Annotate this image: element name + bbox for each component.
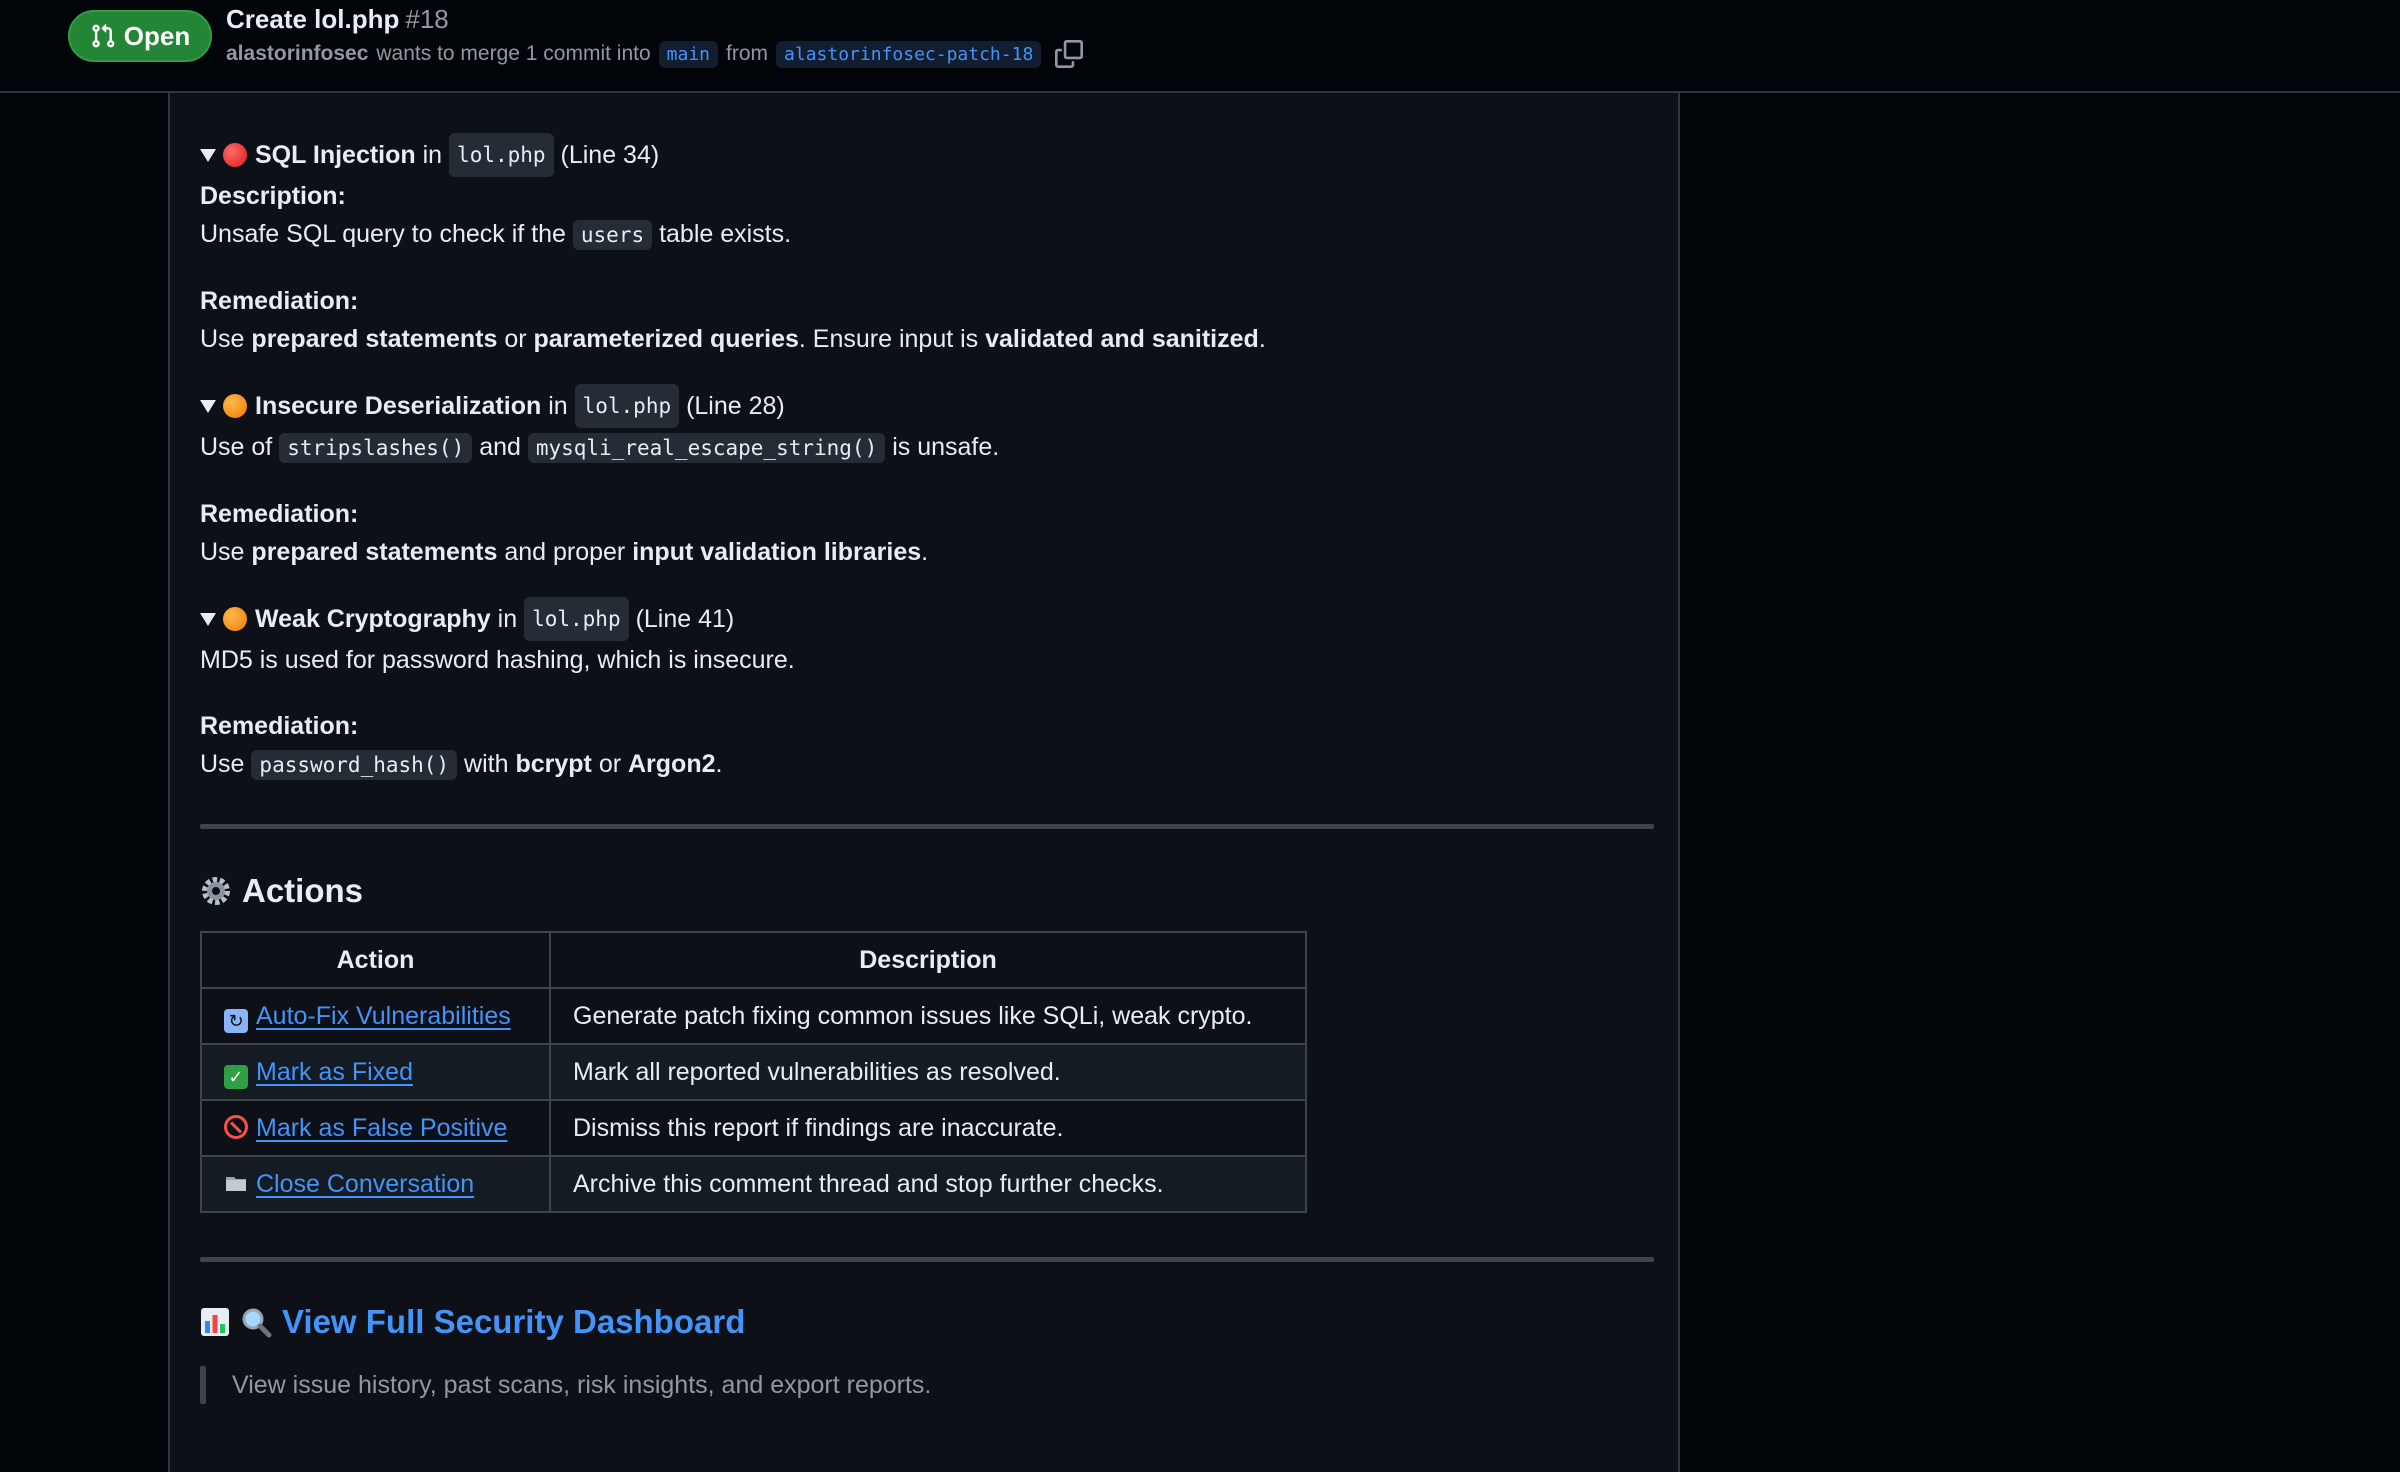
comment-body bbox=[200, 133, 1654, 1404]
git-pull-request-icon bbox=[90, 23, 116, 49]
comment-body-column bbox=[168, 93, 1680, 1472]
dashboard-blockquote bbox=[200, 1366, 1654, 1404]
copy-icon[interactable] bbox=[1055, 40, 1083, 68]
finding-description: Use of stripslashes() and mysqli_real_escape_string() is unsafe. bbox=[200, 433, 1000, 461]
finding-name: SQL Injection bbox=[255, 141, 416, 169]
table-header-description: Description bbox=[550, 932, 1306, 988]
remediation-label: Remediation: bbox=[200, 287, 359, 315]
refresh-icon: ↻ bbox=[224, 1009, 248, 1033]
finding-name: Weak Cryptography bbox=[255, 605, 491, 633]
inline-code: stripslashes() bbox=[279, 433, 472, 463]
actions-table bbox=[200, 931, 1307, 1213]
finding-file: lol.php bbox=[575, 384, 680, 428]
bar-chart-icon bbox=[200, 1307, 230, 1337]
actions-heading: Actions bbox=[200, 869, 1654, 913]
action-description: Mark all reported vulnerabilities as resolved. bbox=[550, 1044, 1306, 1100]
orange-circle-icon bbox=[223, 394, 247, 418]
action-description: Archive this comment thread and stop further checks. bbox=[550, 1156, 1306, 1212]
pr-sticky-header bbox=[0, 0, 2400, 93]
finding-description: Unsafe SQL query to check if the users table exists. bbox=[200, 220, 792, 248]
finding-in-text: in bbox=[422, 141, 443, 169]
finding-description: MD5 is used for password hashing, which is insecure. bbox=[200, 646, 795, 674]
finding-summary-sql-injection[interactable] bbox=[200, 133, 1654, 177]
table-row bbox=[201, 1156, 1306, 1212]
finding-remediation: Use prepared statements or parameterized queries. Ensure input is validated and sanitized. bbox=[200, 325, 1266, 353]
pr-number: #18 bbox=[405, 4, 449, 34]
orange-circle-icon bbox=[223, 607, 247, 631]
table-row bbox=[201, 988, 1306, 1044]
pr-status-label: Open bbox=[123, 20, 191, 51]
magnifying-glass-icon bbox=[240, 1306, 272, 1338]
finding-summary-weak-cryptography[interactable] bbox=[200, 597, 1654, 641]
expand-triangle-icon bbox=[200, 149, 216, 162]
finding-line: (Line 34) bbox=[560, 141, 660, 169]
pr-from-text: from bbox=[726, 42, 769, 65]
pr-author-link[interactable]: alastorinfosec bbox=[226, 42, 369, 65]
blockquote-bar bbox=[200, 1366, 206, 1404]
mark-as-fixed-link[interactable]: Mark as Fixed bbox=[256, 1058, 413, 1086]
dashboard-description: View issue history, past scans, risk insights, and export reports. bbox=[232, 1371, 932, 1399]
table-row bbox=[201, 1044, 1306, 1100]
inline-code: password_hash() bbox=[251, 750, 457, 780]
finding-file: lol.php bbox=[449, 133, 554, 177]
action-description: Dismiss this report if findings are inaccurate. bbox=[550, 1100, 1306, 1156]
inline-code: users bbox=[573, 220, 652, 250]
finding-remediation: Use password_hash() with bcrypt or Argon2. bbox=[200, 750, 723, 778]
finding-in-text: in bbox=[497, 605, 518, 633]
table-header-action: Action bbox=[201, 932, 550, 988]
pr-status-badge bbox=[68, 10, 212, 62]
folder-icon bbox=[224, 1171, 248, 1195]
pr-merge-text: wants to merge 1 commit into bbox=[376, 42, 651, 65]
table-row bbox=[201, 1100, 1306, 1156]
pr-title bbox=[226, 4, 449, 35]
close-conversation-link[interactable]: Close Conversation bbox=[256, 1170, 475, 1198]
finding-summary-insecure-deserialization[interactable] bbox=[200, 384, 1654, 428]
dashboard-heading bbox=[200, 1300, 1654, 1344]
inline-code: mysqli_real_escape_string() bbox=[528, 433, 885, 463]
action-description: Generate patch fixing common issues like SQLi, weak crypto. bbox=[550, 988, 1306, 1044]
auto-fix-link[interactable]: Auto-Fix Vulnerabilities bbox=[256, 1002, 511, 1030]
finding-remediation: Use prepared statements and proper input validation libraries. bbox=[200, 538, 929, 566]
no-entry-icon bbox=[224, 1115, 248, 1139]
remediation-label: Remediation: bbox=[200, 500, 359, 528]
finding-name: Insecure Deserialization bbox=[255, 392, 542, 420]
red-circle-icon bbox=[223, 143, 247, 167]
check-icon: ✓ bbox=[224, 1065, 248, 1089]
finding-in-text: in bbox=[548, 392, 568, 420]
description-label: Description: bbox=[200, 182, 346, 210]
expand-triangle-icon bbox=[200, 613, 216, 626]
finding-line: (Line 41) bbox=[635, 605, 735, 633]
expand-triangle-icon bbox=[200, 400, 216, 413]
finding-file: lol.php bbox=[524, 597, 629, 641]
gear-icon bbox=[200, 875, 232, 907]
mark-false-positive-link[interactable]: Mark as False Positive bbox=[256, 1114, 508, 1142]
head-branch-link[interactable]: alastorinfosec-patch-18 bbox=[776, 41, 1041, 68]
remediation-label: Remediation: bbox=[200, 712, 359, 740]
security-dashboard-link[interactable]: View Full Security Dashboard bbox=[282, 1303, 746, 1340]
pr-title-text: Create lol.php bbox=[226, 4, 400, 34]
base-branch-link[interactable]: main bbox=[659, 41, 718, 68]
pr-merge-info bbox=[226, 40, 1083, 68]
finding-line: (Line 28) bbox=[686, 392, 785, 420]
